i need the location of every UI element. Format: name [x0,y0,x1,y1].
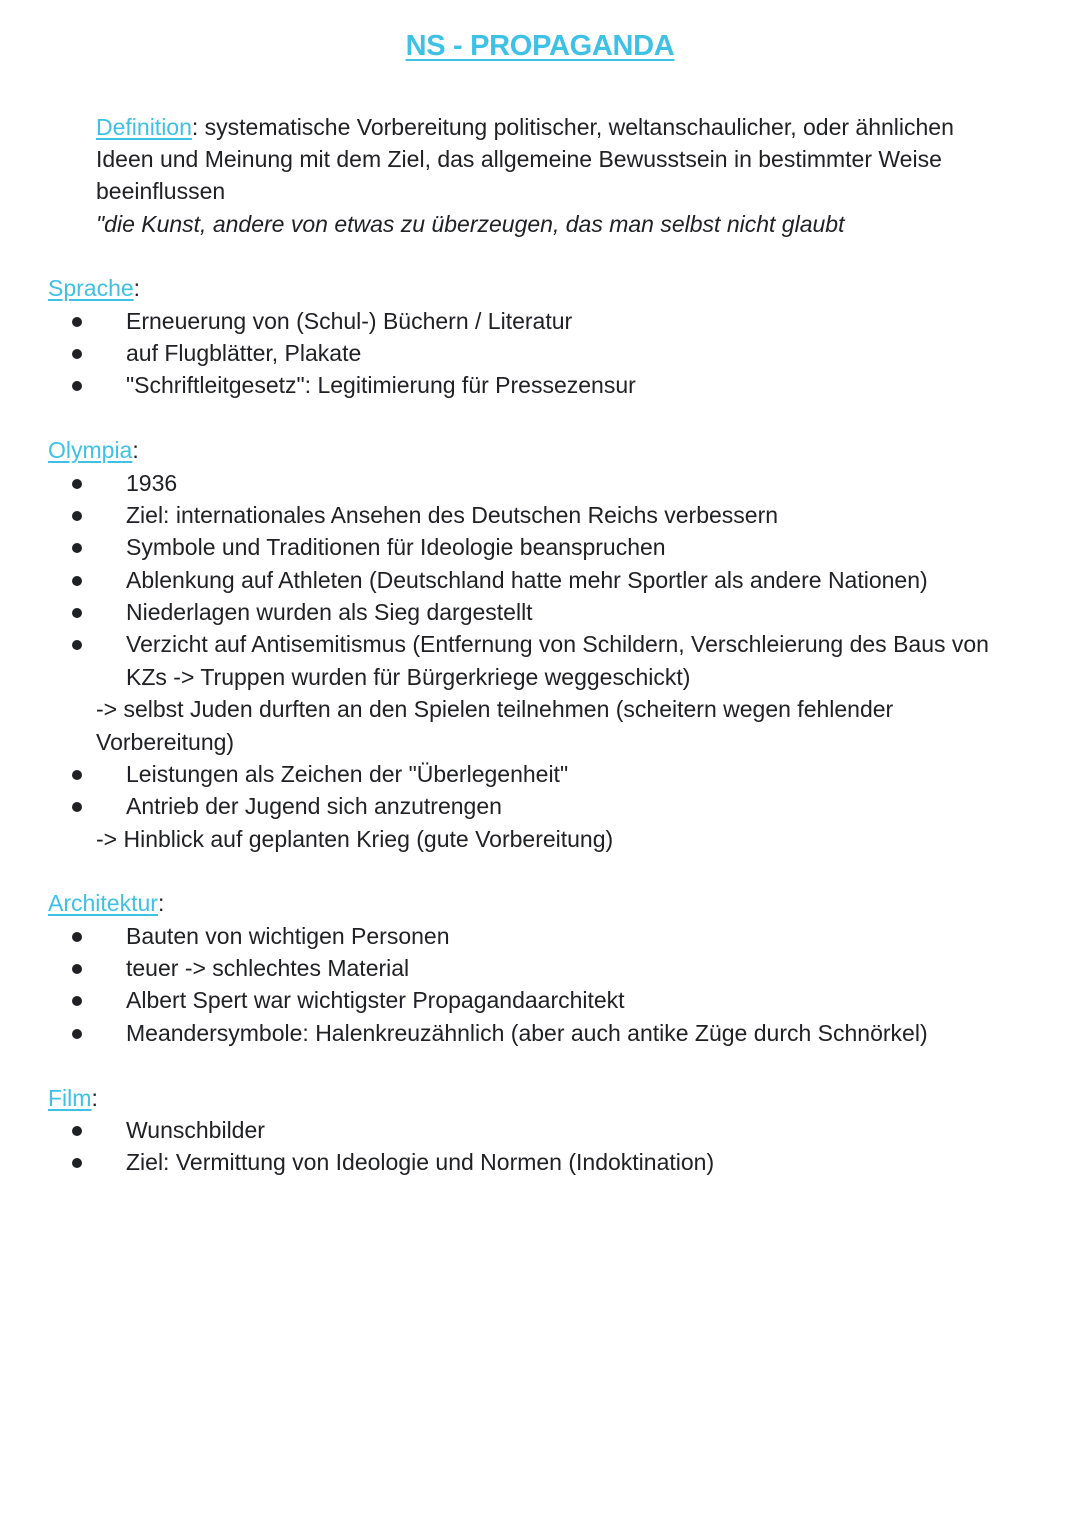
sprache-heading-colon: : [133,275,141,301]
bullet-icon [72,349,82,359]
bullet-icon [72,479,82,489]
list-item: Wunschbilder [126,1117,265,1143]
bullet-icon [72,640,82,650]
list-item: Ablenkung auf Athleten (Deutschland hatte mehr Sportler als andere Nationen) [126,567,928,593]
definition-quote: "die Kunst, andere von etwas zu überzeugen, das man selbst nicht glaubt [96,211,845,237]
list-item: Ziel: Vermittung von Ideologie und Normen (Indoktination) [126,1149,715,1175]
bullet-icon [72,608,82,618]
list-item: "Schriftleitgesetz": Legitimierung für Pressezensur [126,372,636,398]
section-heading-olympia [48,434,139,466]
section-heading-sprache [48,272,140,304]
bullet-icon [72,317,82,327]
list-item: Bauten von wichtigen Personen [126,923,450,949]
bullet-icon [72,1029,82,1039]
bullet-icon [72,1158,82,1168]
bullet-icon [72,576,82,586]
list-item: Erneuerung von (Schul-) Büchern / Literatur [126,308,573,334]
olympia-note-1-cont: Vorbereitung) [96,729,235,755]
bullet-icon [72,381,82,391]
list-item: Albert Spert war wichtigster Propagandaarchitekt [126,987,625,1013]
list-item: Verzicht auf Antisemitismus (Entfernung von Schildern, Verschleierung des Baus von [126,631,989,657]
list-item: Ziel: internationales Ansehen des Deutschen Reichs verbessern [126,502,779,528]
definition-line-3: beeinflussen [96,178,226,204]
definition-label: Definition [96,114,192,140]
olympia-note-2: -> Hinblick auf geplanten Krieg (gute Vorbereitung) [96,826,614,852]
list-item: Meandersymbole: Halenkreuzähnlich (aber auch antike Züge durch Schnörkel) [126,1020,928,1046]
definition-text: : systematische Vorbereitung politischer, weltanschaulicher, oder ähnlichen [191,114,954,140]
page-title: NS - PROPAGANDA [405,30,675,62]
architektur-heading-colon: : [157,890,165,916]
olympia-heading-colon: : [132,437,139,463]
olympia-note-1: -> selbst Juden durften an den Spielen teilnehmen (scheitern wegen fehlender [96,696,894,722]
bullet-icon [72,964,82,974]
film-heading-label: Film [48,1085,92,1111]
bullet-icon [72,802,82,812]
bullet-icon [72,932,82,942]
olympia-heading-label: Olympia [48,437,133,463]
section-heading-film [48,1082,98,1114]
architektur-heading-label: Architektur [48,890,158,916]
list-item: Symbole und Traditionen für Ideologie beanspruchen [126,534,666,560]
bullet-icon [72,996,82,1006]
list-item: Antrieb der Jugend sich anzutrengen [126,793,502,819]
list-item-continuation: KZs -> Truppen wurden für Bürgerkriege weggeschickt) [126,664,691,690]
definition-line-2: Ideen und Meinung mit dem Ziel, das allgemeine Bewusstsein in bestimmter Weise [96,146,942,172]
bullet-icon [72,543,82,553]
sprache-heading-label: Sprache [48,275,134,301]
definition-line-1 [96,111,954,143]
film-heading-colon: : [91,1085,98,1111]
section-heading-architektur [48,887,164,919]
list-item: teuer -> schlechtes Material [126,955,410,981]
list-item: auf Flugblätter, Plakate [126,340,362,366]
list-item: 1936 [126,470,178,496]
list-item: Niederlagen wurden als Sieg dargestellt [126,599,533,625]
bullet-icon [72,1126,82,1136]
bullet-icon [72,770,82,780]
bullet-icon [72,511,82,521]
list-item: Leistungen als Zeichen der "Überlegenheit" [126,761,569,787]
